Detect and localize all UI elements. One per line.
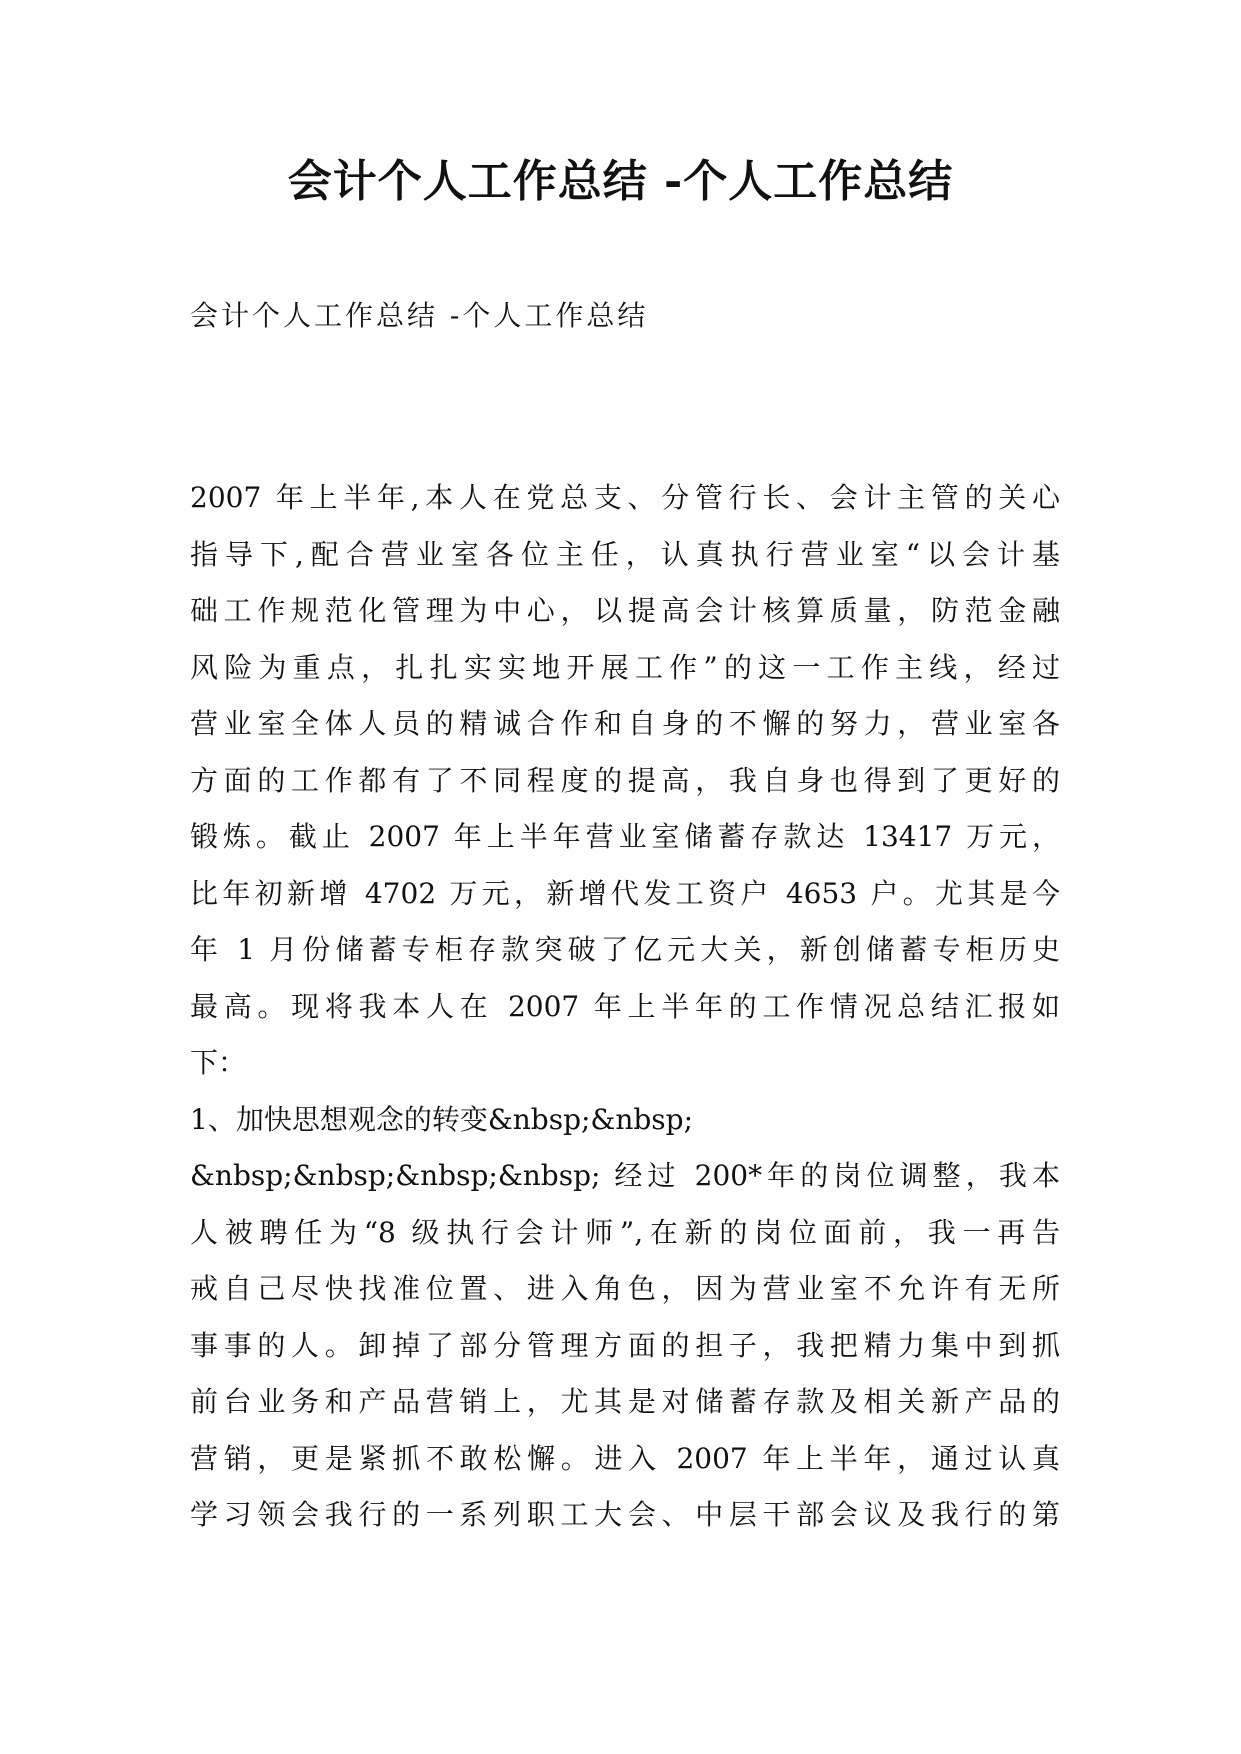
paragraph-line: &nbsp;&nbsp;&nbsp;&nbsp; 经过 200*年的岗位调整，我本 <box>190 1159 1060 1192</box>
paragraph-line: 锻炼。截止 2007 年上半年营业室储蓄存款达 13417 万元， <box>190 820 1060 853</box>
paragraph-line: 营销，更是紧抓不敢松懈。进入 2007 年上半年，通过认真 <box>190 1441 1060 1475</box>
paragraph-line: 学习领会我行的一系列职工大会、中层干部会议及我行的第 <box>190 1498 1060 1531</box>
paragraph-line: 比年初新增 4702 万元，新增代发工资户 4653 户。尤其是今 <box>190 876 1060 910</box>
paragraph-line: 事事的人。卸掉了部分管理方面的担子，我把精力集中到抓 <box>190 1328 1060 1362</box>
paragraph-line: 2007 年上半年,本人在党总支、分管行长、会计主管的关心 <box>190 481 1060 514</box>
document-body <box>190 470 1060 1544</box>
paragraph-line: 下： <box>190 1046 247 1079</box>
document-subtitle: 会计个人工作总结 -个人工作总结 <box>190 299 649 332</box>
paragraph-line: 础工作规范化管理为中心，以提高会计核算质量，防范金融 <box>190 594 1060 627</box>
paragraph-line: 1、加快思想观念的转变&nbsp;&nbsp; <box>190 1102 694 1136</box>
paragraph-line: 戒自己尽快找准位置、进入角色，因为营业室不允许有无所 <box>190 1272 1060 1305</box>
paragraph-line: 年 1 月份储蓄专柜存款突破了亿元大关，新创储蓄专柜历史 <box>190 933 1060 966</box>
paragraph-line: 前台业务和产品营销上，尤其是对储蓄存款及相关新产品的 <box>190 1385 1060 1418</box>
document-title: 会计个人工作总结 -个人工作总结 <box>287 156 954 207</box>
paragraph-line: 人被聘任为“8 级执行会计师”,在新的岗位面前，我一再告 <box>190 1215 1060 1249</box>
paragraph-line: 方面的工作都有了不同程度的提高，我自身也得到了更好的 <box>190 763 1060 797</box>
paragraph-line: 指导下,配合营业室各位主任，认真执行营业室“以会计基 <box>190 537 1060 571</box>
paragraph-line: 风险为重点，扎扎实实地开展工作”的这一工作主线，经过 <box>190 650 1060 684</box>
paragraph-line: 营业室全体人员的精诚合作和自身的不懈的努力，营业室各 <box>190 707 1060 740</box>
paragraph-line: 最高。现将我本人在 2007 年上半年的工作情况总结汇报如 <box>190 989 1060 1023</box>
